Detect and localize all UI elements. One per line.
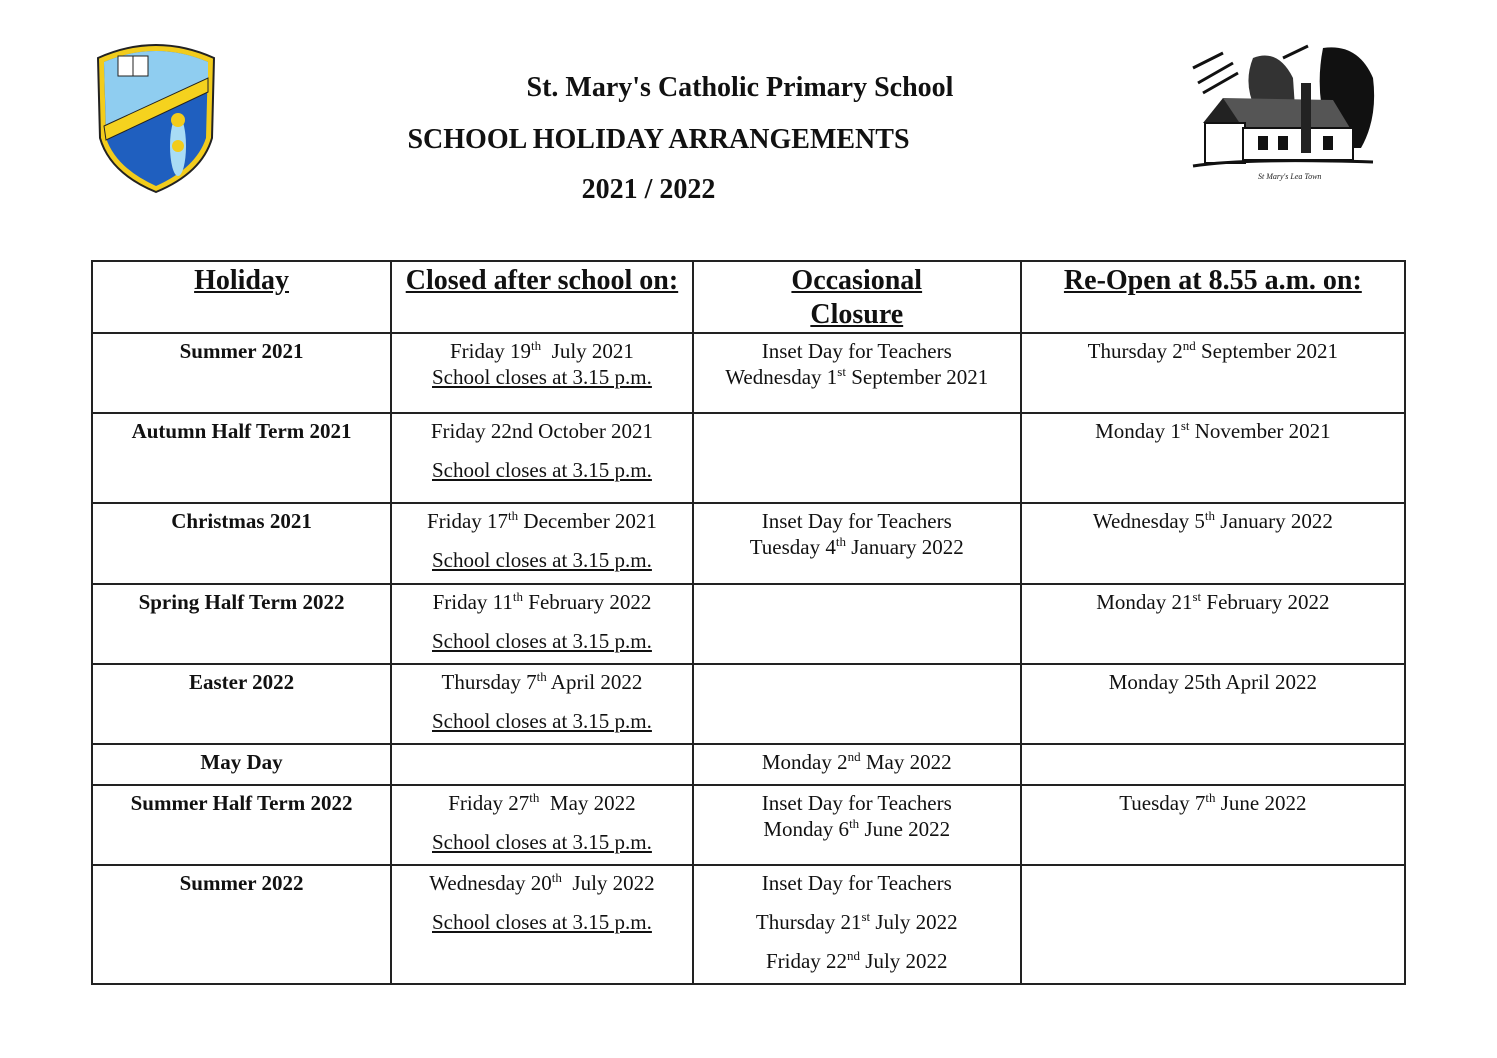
ordinal-suffix: nd [847, 948, 861, 963]
closing-time-note [398, 829, 686, 855]
ordinal-suffix: st [1192, 589, 1202, 604]
date-text: School closes at 3.15 p.m. [432, 458, 652, 482]
date-text: School closes at 3.15 p.m. [432, 548, 652, 572]
closed-cell [391, 785, 693, 865]
date-line [398, 418, 686, 444]
page-heading: SCHOOL HOLIDAY ARRANGEMENTS [407, 124, 910, 155]
table-row [92, 664, 1405, 744]
holiday-name: Summer 2022 [92, 865, 391, 984]
date-text: Monday 25th April 2022 [1108, 670, 1317, 694]
academic-year: 2021 / 2022 [581, 174, 716, 205]
holiday-name: Easter 2022 [92, 664, 391, 744]
date-text: Thursday 2 [1087, 339, 1183, 363]
date-text: July 2022 [870, 910, 958, 934]
table-row [92, 503, 1405, 584]
column-header-occasional: Occasional Closure [693, 261, 1021, 333]
holiday-name: Summer Half Term 2022 [92, 785, 391, 865]
date-text: April 2022 [546, 670, 643, 694]
reopen-cell [1021, 333, 1405, 413]
occasional-cell [693, 744, 1021, 785]
ordinal-suffix: nd [847, 749, 861, 764]
closed-cell [391, 333, 693, 413]
date-line [700, 508, 1014, 534]
date-text: July 2021 [541, 339, 634, 363]
date-line [1028, 589, 1398, 615]
date-line [700, 338, 1014, 364]
date-text: Friday 22 [765, 949, 848, 973]
closing-time-note [398, 628, 686, 654]
reopen-cell [1021, 503, 1405, 584]
closed-cell [391, 664, 693, 744]
date-line [700, 870, 1014, 896]
date-text: Monday 6 [763, 817, 850, 841]
column-header-holiday: Holiday [92, 261, 391, 333]
column-header-closed: Closed after school on: [391, 261, 693, 333]
ordinal-suffix: st [837, 364, 846, 379]
closing-time-note [398, 708, 686, 734]
date-text: Tuesday 4 [749, 535, 836, 559]
date-text: School closes at 3.15 p.m. [432, 830, 652, 854]
closed-cell [391, 865, 693, 984]
date-text: June 2022 [1215, 791, 1307, 815]
date-text: September 2021 [1195, 339, 1339, 363]
date-line [700, 948, 1014, 974]
closed-cell [391, 584, 693, 664]
date-text: Wednesday 1 [725, 365, 838, 389]
date-text: May 2022 [539, 791, 636, 815]
closing-time-note [398, 547, 686, 573]
date-line [700, 816, 1014, 842]
date-text: Monday 21 [1096, 590, 1193, 614]
ordinal-suffix: th [531, 338, 542, 353]
ordinal-suffix: th [1204, 508, 1216, 523]
date-line [1028, 338, 1398, 364]
closed-cell [391, 744, 693, 785]
holiday-name: Spring Half Term 2022 [92, 584, 391, 664]
date-line [1028, 508, 1398, 534]
occasional-cell [693, 865, 1021, 984]
reopen-cell [1021, 413, 1405, 503]
date-text: February 2022 [1201, 590, 1330, 614]
date-text: January 2022 [845, 535, 964, 559]
holiday-name: Autumn Half Term 2021 [92, 413, 391, 503]
holiday-table [91, 260, 1406, 985]
holiday-name: Christmas 2021 [92, 503, 391, 584]
reopen-cell [1021, 664, 1405, 744]
date-text: Tuesday 7 [1119, 791, 1206, 815]
date-text: School closes at 3.15 p.m. [432, 629, 652, 653]
closed-cell [391, 503, 693, 584]
church-caption: St Mary's Lea Town [1258, 172, 1322, 181]
date-line [1028, 418, 1398, 444]
date-line [398, 508, 686, 534]
occasional-cell [693, 413, 1021, 503]
reopen-cell [1021, 785, 1405, 865]
reopen-cell [1021, 584, 1405, 664]
table-row [92, 584, 1405, 664]
date-line [398, 338, 686, 364]
date-text: Thursday 7 [441, 670, 537, 694]
date-text: Monday 2 [761, 750, 848, 774]
holiday-name: May Day [92, 744, 391, 785]
date-text: November 2021 [1189, 419, 1331, 443]
ordinal-suffix: th [849, 816, 860, 831]
table-row [92, 333, 1405, 413]
date-line [398, 589, 686, 615]
date-line [700, 534, 1014, 560]
date-text: June 2022 [859, 817, 951, 841]
holiday-name: Summer 2021 [92, 333, 391, 413]
closing-time-note [398, 457, 686, 483]
date-text: Friday 11 [432, 590, 513, 614]
occasional-cell [693, 785, 1021, 865]
school-name: St. Mary's Catholic Primary School [526, 72, 954, 103]
date-line [700, 909, 1014, 935]
closing-time-note [398, 909, 686, 935]
date-text: February 2022 [523, 590, 652, 614]
table-row [92, 413, 1405, 503]
closed-cell [391, 413, 693, 503]
date-text: Monday 1 [1095, 419, 1181, 443]
date-line [700, 790, 1014, 816]
date-text: May 2022 [860, 750, 952, 774]
table-row [92, 785, 1405, 865]
date-text: Friday 22nd October 2021 [430, 419, 654, 443]
ordinal-suffix: th [835, 534, 846, 549]
date-text: School closes at 3.15 p.m. [432, 910, 652, 934]
occasional-cell [693, 664, 1021, 744]
occasional-cell [693, 584, 1021, 664]
ordinal-suffix: st [861, 909, 871, 924]
date-text: Inset Day for Teachers [761, 339, 952, 363]
date-text: Wednesday 5 [1092, 509, 1205, 533]
school-crest-logo [92, 38, 220, 194]
reopen-cell [1021, 865, 1405, 984]
closing-time-note [398, 364, 686, 390]
reopen-cell [1021, 744, 1405, 785]
table-header-row [92, 261, 1405, 333]
occasional-cell [693, 503, 1021, 584]
ordinal-suffix: th [551, 870, 562, 885]
date-line [700, 749, 1014, 775]
date-text: Inset Day for Teachers [761, 791, 952, 815]
church-drawing [1183, 38, 1383, 190]
ordinal-suffix: th [536, 669, 547, 684]
date-text: Wednesday 20 [429, 871, 552, 895]
date-text: Friday 17 [426, 509, 509, 533]
date-text: School closes at 3.15 p.m. [432, 709, 652, 733]
date-text: January 2022 [1215, 509, 1333, 533]
date-line [398, 669, 686, 695]
date-line [700, 364, 1014, 390]
table-row [92, 865, 1405, 984]
date-text: Thursday 21 [755, 910, 862, 934]
date-text: Friday 27 [448, 791, 530, 815]
table-row [92, 744, 1405, 785]
date-text: Friday 19 [449, 339, 532, 363]
ordinal-suffix: th [508, 508, 519, 523]
occasional-cell [693, 333, 1021, 413]
date-text: Inset Day for Teachers [761, 509, 952, 533]
date-line [1028, 790, 1398, 816]
date-line [398, 790, 686, 816]
date-line [1028, 669, 1398, 695]
date-text: School closes at 3.15 p.m. [432, 365, 652, 389]
ordinal-suffix: nd [1182, 338, 1196, 353]
ordinal-suffix: th [512, 589, 524, 604]
column-header-reopen: Re-Open at 8.55 a.m. on: [1021, 261, 1405, 333]
ordinal-suffix: th [529, 790, 540, 805]
date-text: September 2021 [845, 365, 989, 389]
date-line [398, 870, 686, 896]
ordinal-suffix: st [1180, 418, 1190, 433]
date-text: Inset Day for Teachers [761, 871, 952, 895]
ordinal-suffix: th [1205, 790, 1216, 805]
date-text: December 2021 [518, 509, 657, 533]
date-text: July 2022 [561, 871, 655, 895]
date-text: July 2022 [860, 949, 948, 973]
